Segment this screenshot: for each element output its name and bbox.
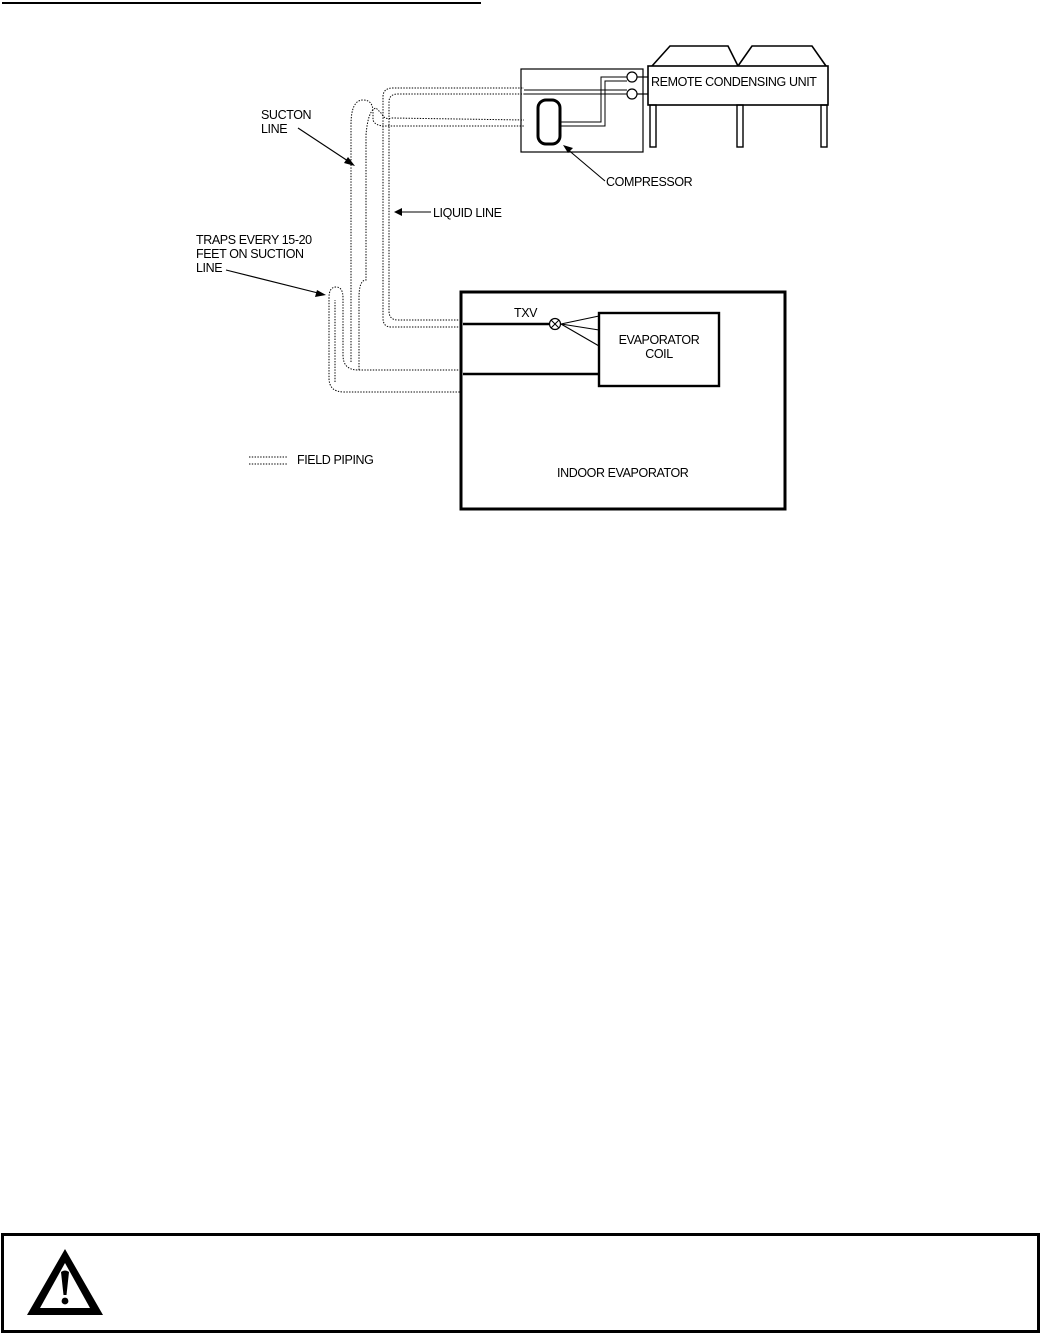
suction-line-label-2: LINE (261, 122, 288, 136)
compressor-label: COMPRESSOR (606, 175, 693, 189)
suction-line-label-1: SUCTON (261, 108, 312, 122)
field-piping-legend-label: FIELD PIPING (297, 453, 374, 467)
txv-valve-icon (550, 319, 561, 330)
liquid-line-label: LIQUID LINE (433, 206, 502, 220)
suction-line-piping (329, 100, 524, 392)
traps-arrowhead (315, 290, 326, 297)
warning-box (1, 1233, 1040, 1333)
remote-condensing-unit-label: REMOTE CONDENSING UNIT (651, 75, 817, 89)
traps-label-3: LINE (196, 261, 223, 275)
evaporator-coil-label-1: EVAPORATOR (618, 333, 700, 347)
compressor-icon (538, 100, 560, 144)
indoor-evaporator-label: INDOOR EVAPORATOR (557, 466, 689, 480)
liquid-line-arrowhead (394, 208, 402, 216)
remote-condensing-unit (648, 46, 828, 147)
warning-triangle-icon (24, 1246, 106, 1318)
traps-label-2: FEET ON SUCTION (196, 247, 304, 261)
evaporator-coil-label-2: COIL (645, 347, 673, 361)
traps-label-1: TRAPS EVERY 15-20 (196, 233, 312, 247)
txv-label: TXV (514, 306, 538, 320)
suction-line-arrowhead (344, 157, 355, 166)
